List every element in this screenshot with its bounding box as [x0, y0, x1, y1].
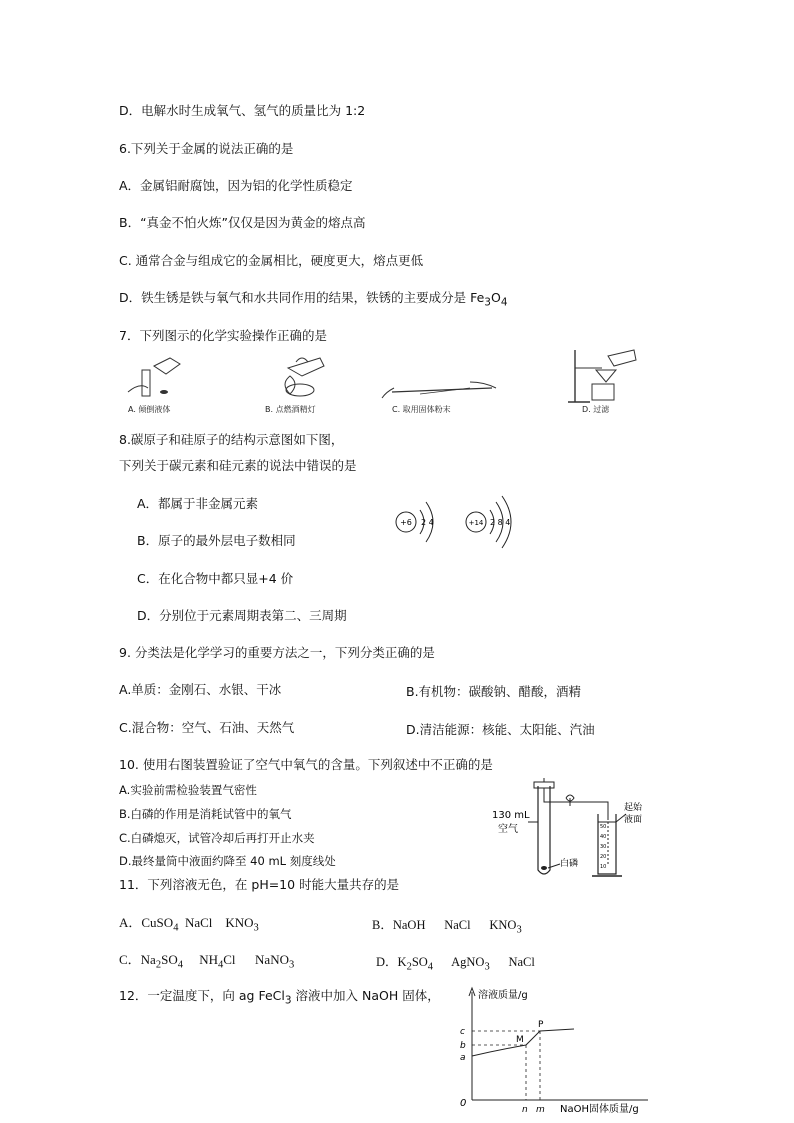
- svg-text:30: 30: [600, 844, 607, 850]
- q6-option-a: A．金属铝耐腐蚀，因为铝的化学性质稳定: [119, 178, 353, 193]
- graph-ytick-a: a: [460, 1053, 466, 1063]
- svg-text:40: 40: [600, 834, 607, 840]
- q8-option-a: A．都属于非金属元素: [137, 496, 259, 511]
- q10-option-c: C.白磷熄灭，试管冷却后再打开止水夹: [119, 831, 315, 845]
- svg-text:50: 50: [600, 824, 607, 830]
- q8-option-d: D．分别位于元素周期表第二、三周期: [137, 608, 347, 623]
- alcohol-lamp-icon: [285, 358, 324, 396]
- graph-ytick-c: c: [460, 1027, 465, 1037]
- apparatus-volume-label: 130 mL: [492, 810, 530, 821]
- silicon-atom-diagram: [466, 496, 511, 548]
- oxygen-content-apparatus: [484, 778, 656, 882]
- q11-option-a: A．CuSO$_4$ NaCl $KNO_3$: [119, 915, 259, 934]
- graph-xtick-m: m: [536, 1105, 545, 1115]
- q12-stem: 12．一定温度下，向 ag FeCl$_3$ 溶液中加入 NaOH 固体，: [119, 988, 440, 1007]
- carbon-nucleus-label: +6: [400, 518, 412, 527]
- carbon-atom-diagram: [396, 502, 434, 542]
- q9-stem: 9. 分类法是化学学习的重要方法之一，下列分类正确的是: [119, 645, 435, 660]
- water-clamp-icon: [566, 795, 574, 806]
- graph-xtick-n: n: [522, 1105, 528, 1115]
- q6-stem: 6.下列关于金属的说法正确的是: [119, 141, 294, 156]
- silicon-shell-label: 2 8 4: [490, 518, 511, 527]
- q8-option-c: C．在化合物中都只显+4 价: [137, 571, 294, 586]
- q6-option-d: D．铁生锈是铁与氧气和水共同作用的结果，铁锈的主要成分是 $Fe_3O_4$: [119, 290, 508, 309]
- q7-caption-b: B. 点燃酒精灯: [265, 405, 316, 414]
- graph-point-m: M: [516, 1035, 524, 1045]
- q9-option-b: B.有机物：碳酸钠、醋酸，酒精: [406, 684, 582, 699]
- q9-option-a: A.单质：金刚石、水银、干冰: [119, 682, 282, 697]
- filtration-stand-icon: [568, 350, 636, 402]
- graph-origin-label: 0: [460, 1098, 467, 1109]
- q7-caption-a: A. 倾倒液体: [128, 405, 171, 414]
- q7-caption-c: C. 取用固体粉末: [392, 405, 451, 414]
- q6-option-c: C. 通常合金与组成它的金属相比，硬度更大，熔点更低: [119, 253, 424, 268]
- q11-option-b: B．NaOH NaCl $KNO_3$: [372, 918, 522, 936]
- q8-option-b: B．原子的最外层电子数相同: [137, 533, 296, 548]
- q7-caption-d: D. 过滤: [582, 405, 610, 414]
- q11-stem: 11．下列溶液无色，在 pH=10 时能大量共存的是: [119, 877, 400, 892]
- graph-point-p: P: [538, 1020, 544, 1030]
- graph-ytick-b: b: [460, 1041, 466, 1051]
- apparatus-phosphorus-label: 白磷: [560, 859, 579, 869]
- atom-structure-diagrams: [392, 494, 532, 550]
- q5-option-d: D．电解水时生成氧气、氢气的质量比为 1:2: [119, 103, 366, 118]
- apparatus-liquid-label-2: 液面: [624, 815, 643, 825]
- apparatus-air-label: 空气: [498, 824, 518, 835]
- q7-stem: 7．下列图示的化学实验操作正确的是: [119, 328, 327, 343]
- q7-experiment-figures: [120, 348, 660, 420]
- q11-option-d: D．$K_2SO_4$ AgNO$_3$ NaCl: [376, 955, 535, 973]
- graph-x-axis-label: NaOH固体质量/g: [560, 1104, 639, 1115]
- svg-text:10: 10: [600, 864, 607, 870]
- pouring-liquid-icon: [128, 358, 180, 396]
- q10-stem: 10. 使用右图装置验证了空气中氧气的含量。下列叙述中不正确的是: [119, 757, 493, 772]
- graduated-cylinder-icon: [592, 814, 622, 876]
- q11-option-c: C．$Na_2SO_4$ $NH_4Cl$ NaNO$_3$: [119, 952, 295, 971]
- graph-y-axis-label: 溶液质量/g: [478, 990, 528, 1001]
- test-tube-powder-icon: [382, 382, 496, 398]
- q10-option-b: B.白磷的作用是消耗试管中的氧气: [119, 807, 292, 821]
- q8-stem-line1: 8.碳原子和硅原子的结构示意图如下图，: [119, 432, 344, 447]
- q12-solution-mass-graph: [448, 984, 658, 1116]
- svg-text:20: 20: [600, 854, 607, 860]
- apparatus-liquid-label-1: 起始: [624, 803, 643, 813]
- q9-option-c: C.混合物：空气、石油、天然气: [119, 720, 295, 735]
- q9-option-d: D.清洁能源：核能、太阳能、汽油: [406, 722, 595, 737]
- silicon-nucleus-label: +14: [468, 519, 484, 527]
- q10-option-a: A.实验前需检验装置气密性: [119, 783, 257, 797]
- q10-option-d: D.最终量筒中液面约降至 40 mL 刻度线处: [119, 854, 336, 868]
- q6-option-b: B．“真金不怕火炼”仅仅是因为黄金的熔点高: [119, 215, 366, 230]
- q8-stem-line2: 下列关于碳元素和硅元素的说法中错误的是: [119, 458, 357, 473]
- carbon-shell-label: 2 4: [421, 518, 434, 527]
